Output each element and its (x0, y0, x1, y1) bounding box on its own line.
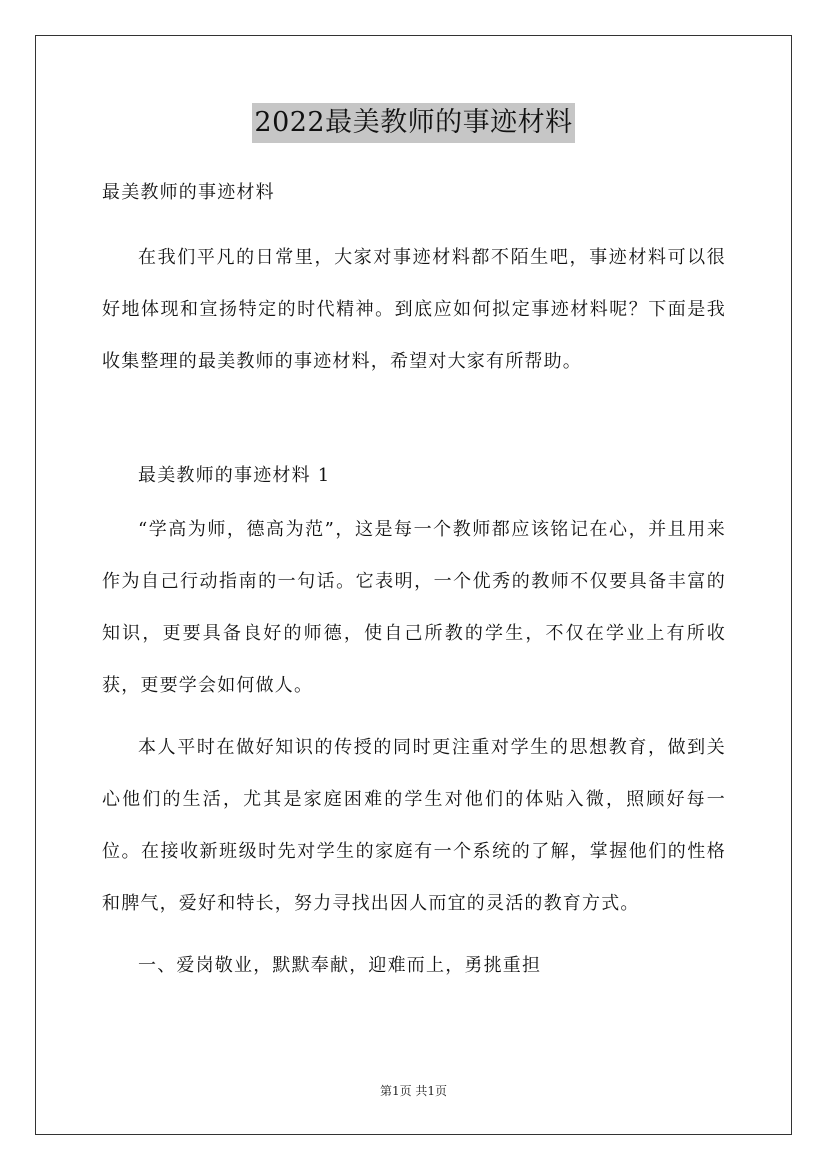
section-heading: 最美教师的事迹材料 1 (138, 465, 331, 486)
document-subtitle: 最美教师的事迹材料 (102, 182, 275, 203)
document-body (102, 176, 726, 992)
document-title-text: 2022最美教师的事迹材料 (252, 103, 574, 143)
body-paragraph: “学高为师，德高为范”，这是每一个教师都应该铭记在心，并且用来作为自己行动指南的一句话。它表明，一个优秀的教师不仅要具备丰富的知识，更要具备良好的师德，使自己所教的学生，不仅在学业上有所收获，更要学会如何做人。 (102, 519, 726, 696)
document-title (0, 103, 827, 146)
body-paragraph: 一、爱岗敬业，默默奉献，迎难而上，勇挑重担 (138, 955, 542, 976)
intro-paragraph: 在我们平凡的日常里，大家对事迹材料都不陌生吧，事迹材料可以很好地体现和宣扬特定的时代精神。到底应如何拟定事迹材料呢？下面是我收集整理的最美教师的事迹材料，希望对大家有所帮助。 (102, 247, 726, 372)
page-footer: 第1页 共1页 (379, 1084, 448, 1098)
body-paragraph: 本人平时在做好知识的传授的同时更注重对学生的思想教育，做到关心他们的生活，尤其是家庭困难的学生对他们的体贴入微，照顾好每一位。在接收新班级时先对学生的家庭有一个系统的了解，掌握他们的性格和脾气，爱好和特长，努力寻找出因人而宜的灵活的教育方式。 (102, 737, 726, 914)
